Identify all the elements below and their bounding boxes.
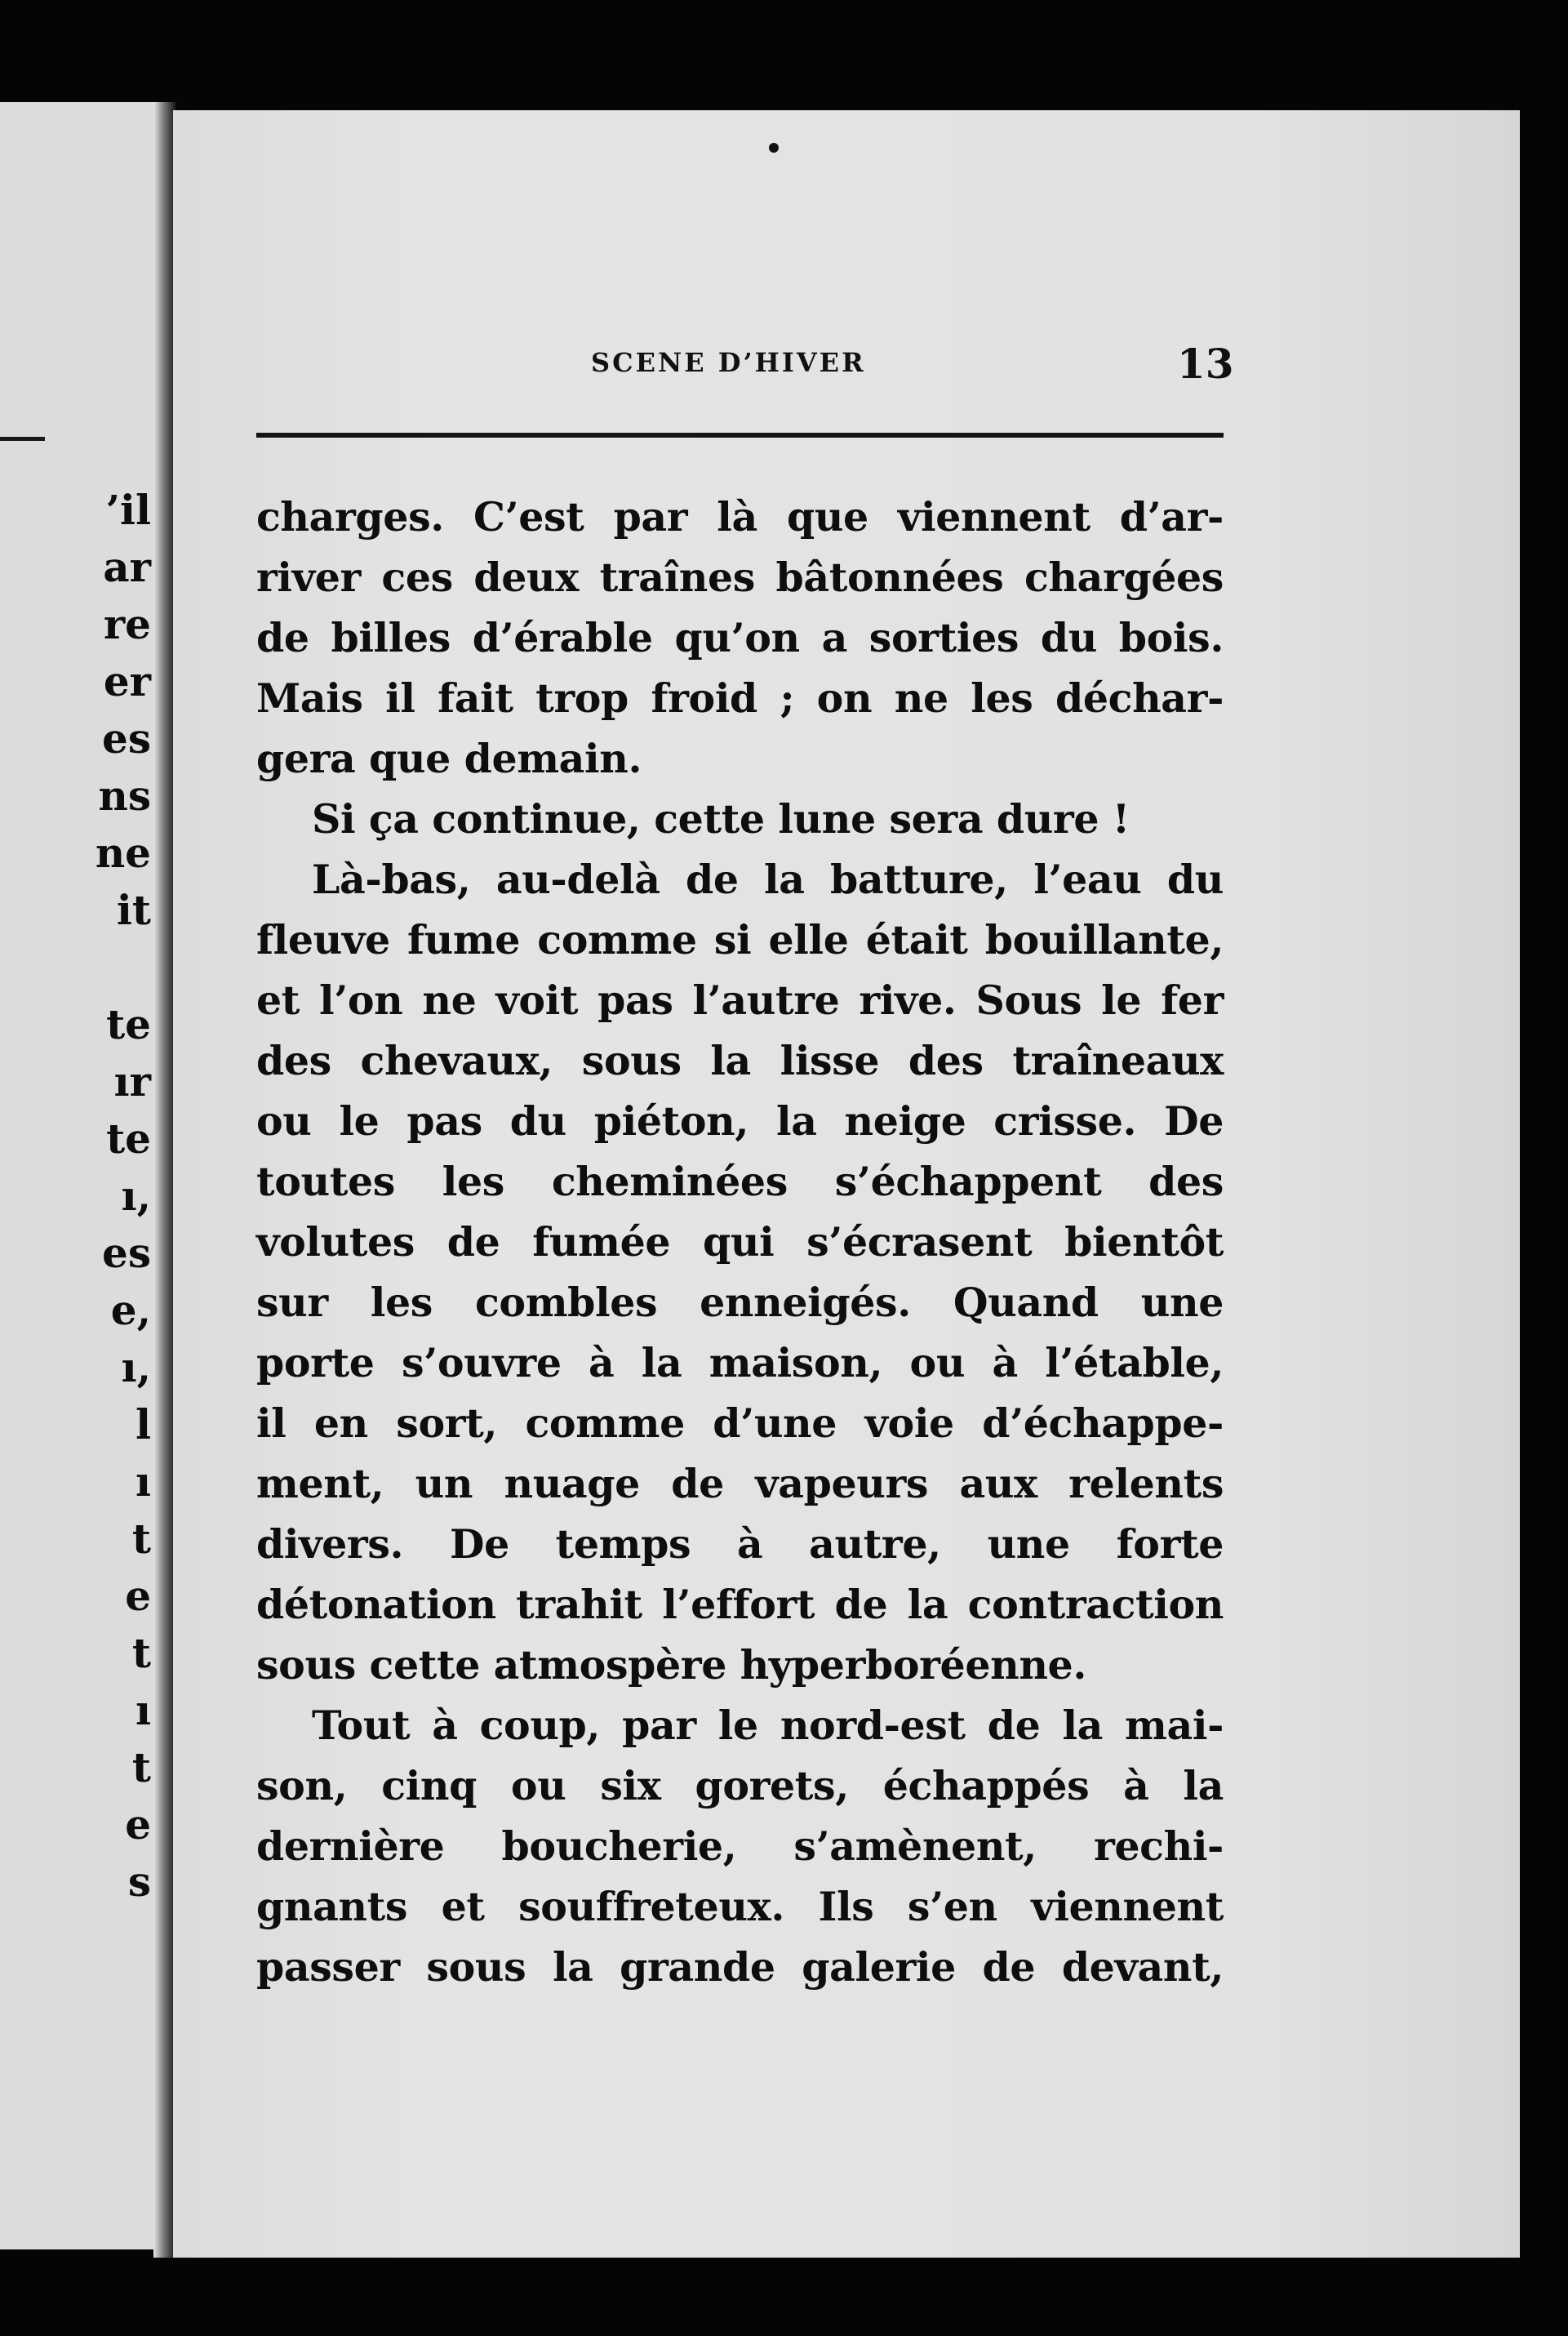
text-line: des chevaux, sous la lisse des traîneaux (256, 1037, 1224, 1084)
left-page-fragment-text: e (125, 1800, 151, 1849)
page-speck (769, 143, 779, 153)
text-line: son, cinq ou six gorets, échappés à la (256, 1762, 1224, 1809)
left-page-fragment-text: ı, (121, 1343, 151, 1391)
text-line: toutes les cheminées s’échappent des (256, 1158, 1224, 1205)
left-page-fragment-text: ı (135, 1686, 151, 1734)
left-page-fragment-text: es (102, 1229, 151, 1277)
header-rule (256, 433, 1224, 438)
left-page-fragment-text: ar (103, 543, 151, 591)
left-page-fragment (0, 102, 155, 2249)
page-number: 13 (1177, 340, 1234, 388)
text-line: passer sous la grande galerie de devant, (256, 1943, 1224, 1991)
left-page-fragment-text: ’il (105, 486, 151, 534)
left-page-fragment-text: e (125, 1572, 151, 1620)
text-line: divers. De temps à autre, une forte (256, 1520, 1224, 1568)
left-page-fragment-text: t (131, 1515, 151, 1563)
left-page-fragment-text: ı, (121, 1172, 151, 1220)
left-page-fragment-text: re (103, 600, 151, 648)
text-line: ou le pas du piéton, la neige crisse. De (256, 1097, 1224, 1145)
left-page-fragment-text: te (106, 1000, 151, 1048)
text-line: porte s’ouvre à la maison, ou à l’étable, (256, 1339, 1224, 1386)
left-page-fragment-text: ı (135, 1457, 151, 1506)
text-line: dernière boucherie, s’amènent, rechi- (256, 1822, 1224, 1870)
left-page-fragment-text: t (131, 1743, 151, 1791)
scan-background-bottom (122, 2258, 1526, 2336)
text-line: gnants et souffreteux. Ils s’en viennent (256, 1883, 1224, 1930)
text-line: gera que demain. (256, 735, 642, 782)
left-page-fragment-text: ne (95, 829, 151, 877)
left-page-fragment-text: it (116, 886, 151, 934)
left-page-fragment-text: es (102, 714, 151, 763)
text-line: Mais il fait trop froid ; on ne les déchar- (256, 674, 1224, 722)
left-page-fragment-text: ır (113, 1057, 151, 1106)
left-page-head-rule (0, 437, 45, 441)
text-line: détonation trahit l’effort de la contraction (256, 1581, 1224, 1628)
text-line: charges. C’est par là que viennent d’ar- (256, 493, 1224, 541)
text-line: fleuve fume comme si elle était bouillante, (256, 916, 1224, 963)
text-line: Là-bas, au-delà de la batture, l’eau du (312, 856, 1224, 903)
text-line: volutes de fumée qui s’écrasent bientôt (256, 1218, 1224, 1266)
text-line: sur les combles enneigés. Quand une (256, 1279, 1224, 1326)
text-line: Si ça continue, cette lune sera dure ! (312, 795, 1130, 843)
left-page-fragment-text: e, (110, 1286, 151, 1334)
book-page (173, 110, 1520, 2298)
text-line: ment, un nuage de vapeurs aux relents (256, 1460, 1224, 1507)
left-page-fragment-text: s (127, 1858, 151, 1906)
body-text (256, 488, 1224, 1999)
text-line: il en sort, comme d’une voie d’échappe- (256, 1399, 1224, 1447)
left-page-fragment-text: ns (98, 772, 151, 820)
text-line: river ces deux traînes bâtonnées chargées (256, 554, 1224, 601)
text-line: et l’on ne voit pas l’autre rive. Sous le fer (256, 977, 1224, 1024)
text-line: sous cette atmospère hyperboréenne. (256, 1641, 1086, 1689)
text-line: Tout à coup, par le nord-est de la mai- (312, 1702, 1224, 1749)
left-page-fragment-text: t (131, 1629, 151, 1677)
left-page-fragment-text: te (106, 1115, 151, 1163)
left-page-fragment-text: er (103, 657, 151, 705)
left-page-fragment-text: l (135, 1400, 151, 1448)
running-head: SCENE D’HIVER (591, 347, 866, 378)
text-line: de billes d’érable qu’on a sorties du bois. (256, 614, 1224, 661)
